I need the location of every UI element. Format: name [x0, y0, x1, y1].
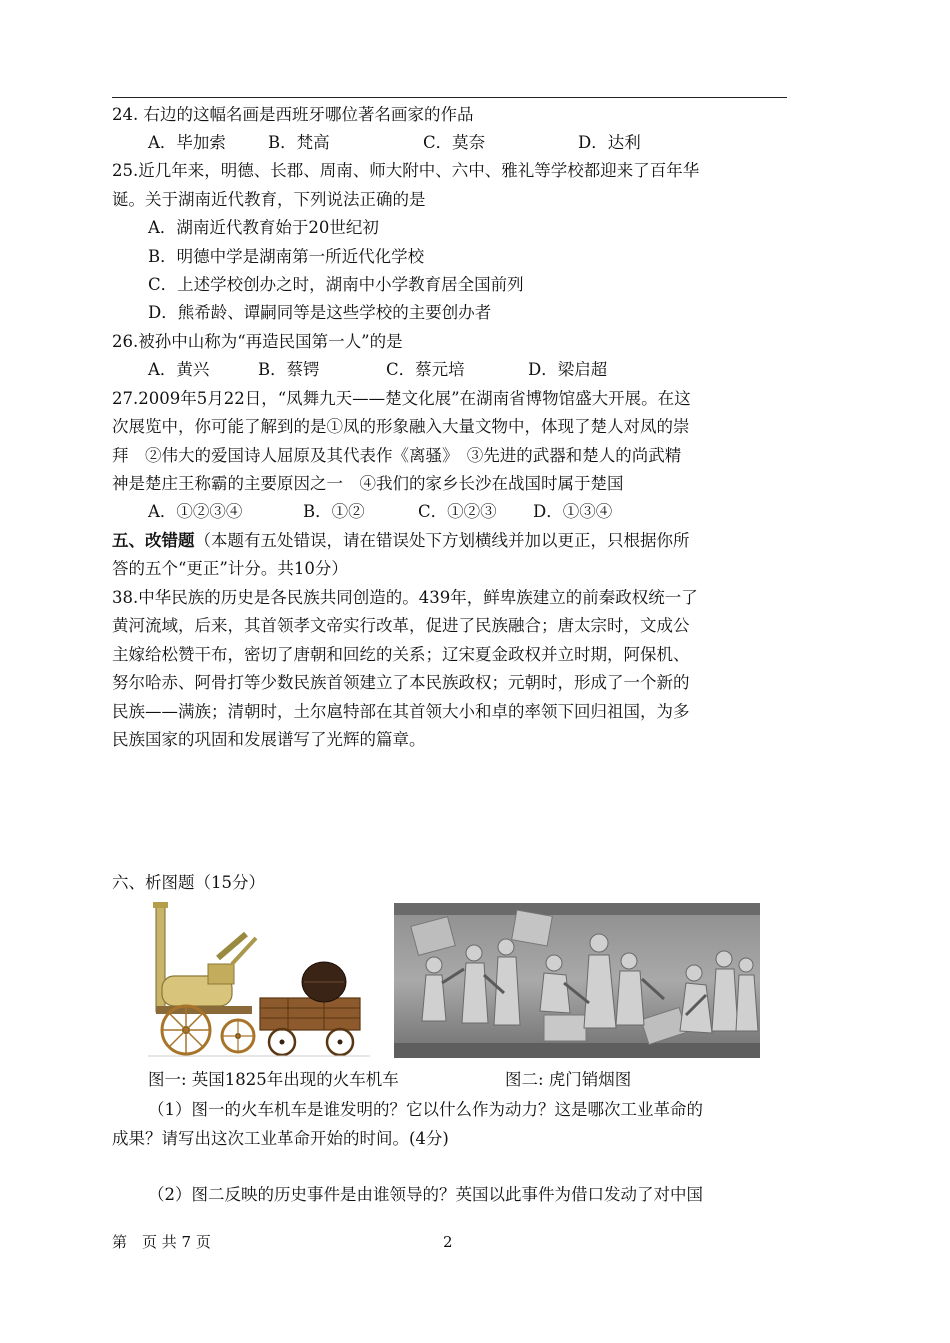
relief-sculpture-image: [394, 903, 760, 1058]
sub1-line2: 成果？请写出这次工业革命开始的时间。(4分): [112, 1129, 449, 1148]
q25-stem-line2: 诞。关于湖南近代教育，下列说法正确的是: [112, 190, 426, 209]
q38-line5: 民族——满族；清朝时，土尔扈特部在其首领大小和卓的率领下回归祖国，为多: [112, 702, 690, 721]
q38-line4: 努尔哈赤、阿骨打等少数民族首领建立了本民族政权；元朝时，形成了一个新的: [112, 673, 690, 692]
sub1-line1: （1）图一的火车机车是谁发明的？它以什么作为动力？这是哪次工业革命的: [148, 1100, 703, 1119]
q38-line3: 主嫁给松赞干布，密切了唐朝和回纥的关系；辽宋夏金政权并立时期，阿保机、: [112, 645, 690, 664]
q24-options: [148, 131, 828, 155]
q26-options: [148, 358, 828, 382]
section5-desc-line2: 答的五个“更正”计分。共10分）: [112, 559, 348, 578]
q26-option-d: D．梁启超: [528, 360, 608, 379]
q27-line4: 神是楚庄王称霸的主要原因之一 ④我们的家乡长沙在战国时属于楚国: [112, 474, 624, 493]
q24-option-b: B．梵高: [268, 133, 330, 152]
footer-page-number: 2: [443, 1233, 453, 1251]
q27-line2: 次展览中，你可能了解到的是①凤的形象融入大量文物中，体现了楚人对凤的崇: [112, 417, 690, 436]
section5-title: 五、改错题: [112, 531, 195, 550]
q24-option-d: D．达利: [578, 133, 641, 152]
q27-line1: 27.2009年5月22日，“凤舞九天——楚文化展”在湖南省博物馆盛大开展。在这: [112, 389, 691, 408]
q25-option-c: C．上述学校创办之时，湖南中小学教育居全国前列: [148, 275, 524, 294]
q25-option-b: B．明德中学是湖南第一所近代化学校: [148, 247, 425, 266]
q27-option-c: C．①②③: [418, 502, 497, 521]
q24-stem: 24. 右边的这幅名画是西班牙哪位著名画家的作品: [112, 105, 474, 124]
q27-option-d: D．①③④: [533, 502, 613, 521]
sub2-line1: （2）图二反映的历史事件是由谁领导的？英国以此事件为借口发动了对中国: [148, 1185, 703, 1204]
q26-option-c: C．蔡元培: [386, 360, 465, 379]
q25-option-a: A．湖南近代教育始于20世纪初: [148, 218, 379, 237]
q27-option-a: A．①②③④: [148, 502, 243, 521]
q26-stem: 26.被孙中山称为“再造民国第一人”的是: [112, 332, 403, 351]
figure2-caption: 图二: 虎门销烟图: [505, 1070, 632, 1089]
q27-option-b: B．①②: [303, 502, 365, 521]
q38-line2: 黄河流域，后来，其首领孝文帝实行改革，促进了民族融合；唐太宗时，文成公: [112, 616, 690, 635]
section5-heading: [112, 529, 792, 553]
footer-page-count: 第 页 共 7 页: [112, 1233, 211, 1251]
q26-option-a: A．黄兴: [148, 360, 210, 379]
q25-stem-line1: 25.近几年来，明德、长郡、周南、师大附中、六中、雅礼等学校都迎来了百年华: [112, 161, 700, 180]
q38-line6: 民族国家的巩固和发展谱写了光辉的篇章。: [112, 730, 426, 749]
q26-option-b: B．蔡锷: [258, 360, 320, 379]
header-rule: [112, 97, 787, 98]
q27-line3: 拜 ②伟大的爱国诗人屈原及其代表作《离骚》 ③先进的武器和楚人的尚武精: [112, 446, 682, 465]
q27-options: [148, 500, 828, 524]
locomotive-image: [148, 898, 370, 1058]
q24-option-c: C．莫奈: [423, 133, 486, 152]
q25-option-d: D．熊希龄、谭嗣同等是这些学校的主要创办者: [148, 303, 492, 322]
section5-desc: （本题有五处错误，请在错误处下方划横线并加以更正，只根据你所: [194, 531, 690, 550]
q38-line1: 38.中华民族的历史是各民族共同创造的。439年，鲜卑族建立的前秦政权统一了: [112, 588, 698, 607]
figure1-caption: 图一: 英国1825年出现的火车机车: [148, 1070, 399, 1089]
section6-title: 六、析图题（15分）: [112, 873, 265, 892]
q24-option-a: A．毕加索: [148, 133, 226, 152]
